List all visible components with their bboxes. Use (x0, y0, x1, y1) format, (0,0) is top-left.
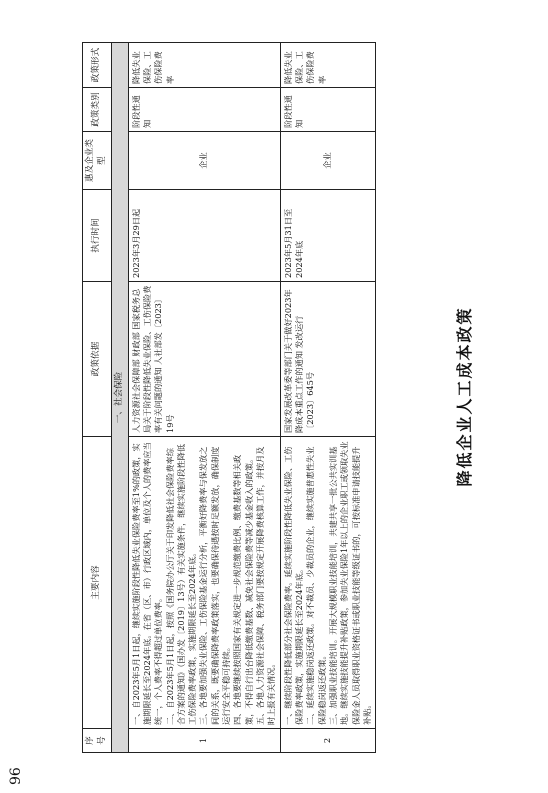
row-form: 降低失业保险、工伤保险费率 (280, 43, 376, 88)
row-basis: 国家发展改革委等部门关于做好2023年降成本重点工作的通知 发改运行〔2023〕645号 (280, 282, 376, 437)
row-enterprise: 企业 (128, 132, 280, 190)
table-header-row (83, 43, 112, 753)
row-content (280, 437, 376, 729)
col-header-enterprise: 惠及企业类型 (83, 132, 112, 190)
content-item: 三、加强职业技能培训。开展大规模职业技能培训，共建共享一批公共实训基地。继续实施技能提升补贴政策，参加失业保险1年以上的企业职工或领取失业保险金人员取得职业资格证书或职业技能等级证书的，可按标准申请技能提升补贴。 (327, 441, 372, 725)
content-item: 一、继续阶段性降低部分社会保险费率。延续实施阶段性降低失业保险、工伤保险费率政策，实施期限延长至2024年底。 (282, 446, 304, 725)
content-item: 四、各地要继续按照国家有关规定进一步规范缴费比例、缴费基数等相关政策，不得自行出台降低缴费基数、减免社会保险费等减少基金收入的政策。 (232, 454, 254, 725)
table-row (128, 43, 280, 753)
content-item: 一、自2023年5月1日起，继续实施阶段性降低失业保险费率至1%的政策，实施期限延长至2024年底。在省（区、市）行政区域内，单位及个人的费率应当统一，个人费率不得超过单位费率。 (130, 442, 164, 725)
row-number: 1 (128, 729, 280, 753)
row-form: 降低失业保险、工伤保险费率 (128, 43, 280, 88)
content-item: 五、各地人力资源社会保障、税务部门要按规定开展降费核算工作，并按月及时上报有关情况。 (255, 446, 277, 725)
row-time: 2023年3月29日起 (128, 190, 280, 282)
col-header-form: 政策形式 (83, 43, 112, 88)
col-header-time: 执行时间 (83, 190, 112, 282)
content-item: 二、延续实施稳岗返还政策。对不裁员、少裁员的企业，继续实施普惠性失业保险稳岗返还政策。 (305, 446, 327, 725)
row-number: 2 (280, 729, 376, 753)
page-title: 降低企业人工成本政策 (455, 306, 474, 487)
policy-table (82, 42, 376, 753)
col-header-basis: 政策依据 (83, 282, 112, 437)
table-row (280, 43, 376, 753)
row-content (128, 437, 280, 729)
section-row (111, 43, 128, 753)
page-number: 96 (8, 767, 24, 785)
col-header-category: 政策类别 (83, 88, 112, 132)
row-enterprise: 企业 (280, 132, 376, 190)
col-header-no: 序号 (83, 729, 112, 753)
section-label: 一、社会保险 (111, 43, 128, 753)
row-time: 2023年5月31日至2024年底 (280, 190, 376, 282)
row-category: 阶段性通知 (128, 88, 280, 132)
content-item: 二、自2023年5月1日起，按照《国务院办公厅关于印发降低社会保险费率综合方案的通知》（国办发〔2019〕13号）有关实施条件，继续实施阶段性降低工伤保险费率政策，实施期限延长至2024年底。 (164, 444, 198, 725)
row-category: 阶段性通知 (280, 88, 376, 132)
content-item: 三、各地要加强失业保险、工伤保险基金运行分析，平衡好降费率与保发放之间的关系，既要确保降费率政策落实，也要确保待遇按时足额发放，确保制度运行安全平稳可持续。 (198, 446, 232, 725)
col-header-content: 主要内容 (83, 437, 112, 729)
row-basis: 人力资源社会保障部 财政部 国家税务总局关于阶段性降低失业保险、工伤保险费率有关问题的通知 人社部发〔2023〕19号 (128, 282, 280, 437)
